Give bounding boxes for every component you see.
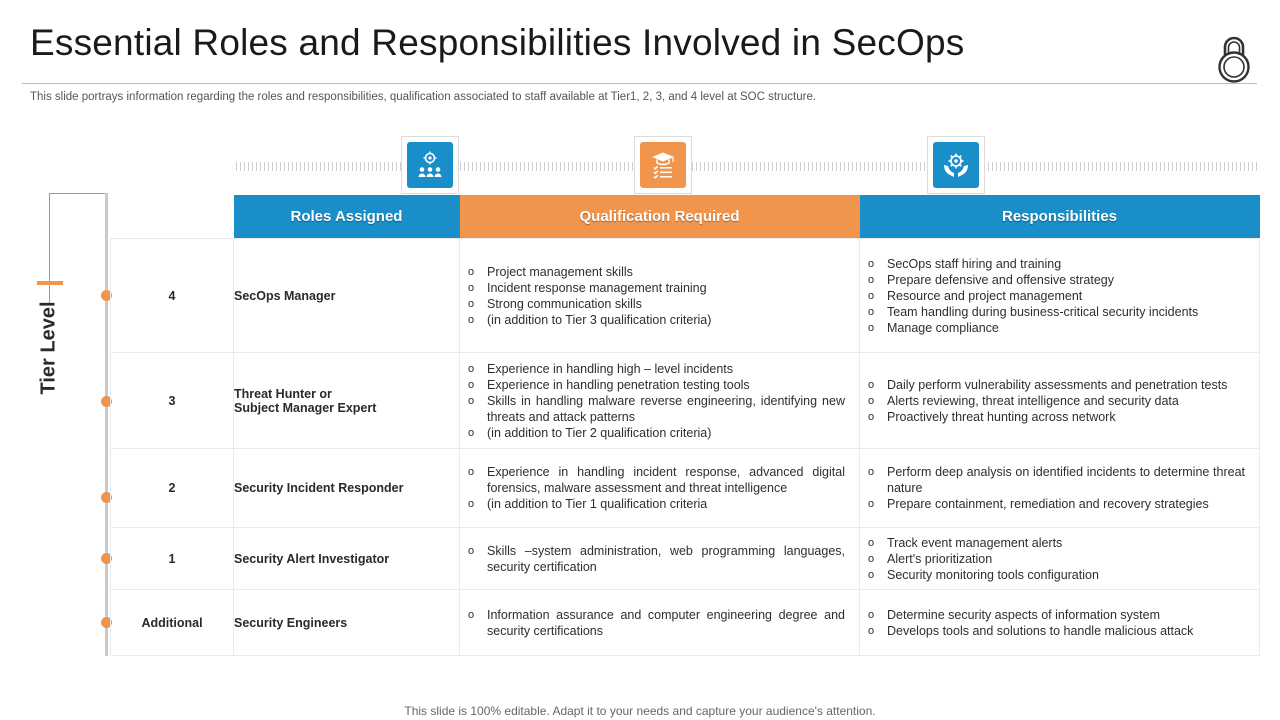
timeline-line: [105, 193, 108, 656]
qualification-cell: [460, 528, 860, 590]
qualification-cell: [460, 449, 860, 528]
list-item: o Skills –system administration, web programming languages, security certification: [468, 543, 845, 575]
qualification-cell: [460, 590, 860, 656]
page-title: Essential Roles and Responsibilities Involved in SecOps: [30, 22, 965, 63]
role-name: [234, 353, 460, 449]
list-item: o Information assurance and computer engineering degree and security certifications: [468, 607, 845, 639]
list-item: o Security monitoring tools configuration: [868, 567, 1245, 583]
role-name-line: Security Incident Responder: [234, 481, 404, 495]
list-item: o (in addition to Tier 3 qualification criteria): [468, 312, 845, 328]
list-item: o Project management skills: [468, 264, 845, 280]
qualification-cell: [460, 239, 860, 353]
tier-accent-bar: [37, 281, 63, 285]
table-row: [111, 239, 1260, 353]
role-name-line: Threat Hunter or: [234, 386, 332, 401]
list-item: o (in addition to Tier 1 qualification criteria: [468, 496, 845, 512]
tier-number: Additional: [111, 590, 234, 656]
list-item: o Strong communication skills: [468, 296, 845, 312]
list-item: o Experience in handling high – level incidents: [468, 361, 845, 377]
table-row: [111, 528, 1260, 590]
tier-number: 4: [111, 239, 234, 353]
blank-header: [111, 195, 234, 239]
table-row: [111, 590, 1260, 656]
responsibilities-list: [860, 256, 1259, 336]
list-item: o Daily perform vulnerability assessments and penetration tests: [868, 377, 1245, 393]
role-name-line: Subject Manager Expert: [234, 400, 377, 415]
qualification-list: [460, 361, 859, 441]
responsibilities-cell: [860, 449, 1260, 528]
list-item: o SecOps staff hiring and training: [868, 256, 1245, 272]
hands-gear-icon: [941, 150, 971, 180]
responsibilities-icon-box: [927, 136, 985, 194]
list-item: o Determine security aspects of information system: [868, 607, 1245, 623]
tier-number: 1: [111, 528, 234, 590]
title-divider: [22, 83, 1257, 84]
responsibilities-cell: [860, 528, 1260, 590]
role-name: [234, 528, 460, 590]
decorative-hatch-bar: [236, 162, 1258, 171]
qualification-icon-box: [634, 136, 692, 194]
role-name: [234, 449, 460, 528]
list-item: o Develops tools and solutions to handle malicious attack: [868, 623, 1245, 639]
list-item: o Manage compliance: [868, 320, 1245, 336]
responsibilities-list: [860, 377, 1259, 425]
list-item: o Track event management alerts: [868, 535, 1245, 551]
responsibilities-cell: [860, 353, 1260, 449]
list-item: o Incident response management training: [468, 280, 845, 296]
table-row: [111, 353, 1260, 449]
footer-note: This slide is 100% editable. Adapt it to your needs and capture your audience's attention.: [404, 704, 876, 718]
qualification-list: [460, 464, 859, 512]
qualification-cell: [460, 353, 860, 449]
responsibilities-list: [860, 607, 1259, 639]
role-name-line: Security Alert Investigator: [234, 551, 390, 566]
header-qualification-required: Qualification Required: [460, 195, 860, 239]
lock-icon: [1215, 33, 1253, 83]
responsibilities-cell: [860, 239, 1260, 353]
tier-number: 2: [111, 449, 234, 528]
tier-bracket: [49, 193, 107, 303]
responsibilities-cell: [860, 590, 1260, 656]
team-gear-icon: [415, 150, 445, 180]
list-item: o Experience in handling penetration testing tools: [468, 377, 845, 393]
list-item: o Team handling during business-critical security incidents: [868, 304, 1245, 320]
responsibilities-list: [860, 535, 1259, 583]
tier-level-label: Tier Level: [37, 301, 60, 395]
list-item: o Alerts reviewing, threat intelligence and security data: [868, 393, 1245, 409]
qualification-list: [460, 264, 859, 328]
qualification-list: [460, 543, 859, 575]
list-item: o Perform deep analysis on identified incidents to determine threat nature: [868, 464, 1245, 496]
role-name: [234, 239, 460, 353]
responsibilities-list: [860, 464, 1259, 512]
tier-number: 3: [111, 353, 234, 449]
slide-description: This slide portrays information regarding the roles and responsibilities, qualification associated to staff available at Tier1, 2, 3, and 4 level at SOC structure.: [30, 91, 817, 103]
list-item: o Experience in handling incident response, advanced digital forensics, malware assessment and threat intelligence: [468, 464, 845, 496]
roles-table: [110, 195, 1260, 656]
role-name: [234, 590, 460, 656]
list-item: o Resource and project management: [868, 288, 1245, 304]
list-item: o Prepare defensive and offensive strategy: [868, 272, 1245, 288]
roles-icon-box: [401, 136, 459, 194]
graduation-checklist-icon: [648, 150, 678, 180]
list-item: o Skills in handling malware reverse engineering, identifying new threats and attack patterns: [468, 393, 845, 425]
list-item: o Alert's prioritization: [868, 551, 1245, 567]
header-responsibilities: Responsibilities: [860, 195, 1260, 239]
role-name-line: SecOps Manager: [234, 288, 336, 303]
qualification-list: [460, 607, 859, 639]
role-name-line: Security Engineers: [234, 615, 348, 630]
header-roles-assigned: Roles Assigned: [234, 195, 460, 239]
list-item: o Prepare containment, remediation and recovery strategies: [868, 496, 1245, 512]
list-item: o (in addition to Tier 2 qualification criteria): [468, 425, 845, 441]
list-item: o Proactively threat hunting across network: [868, 409, 1245, 425]
table-row: [111, 449, 1260, 528]
